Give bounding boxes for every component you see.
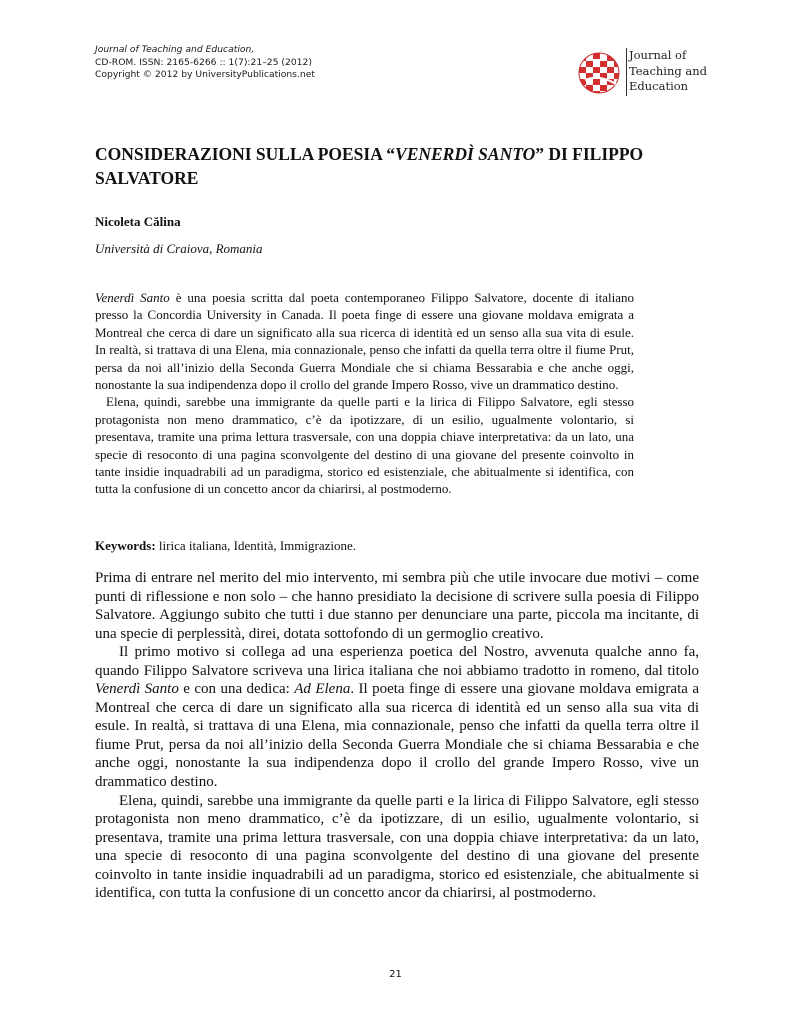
title-part-2: ” DI FILIPPO SALVATORE xyxy=(95,144,644,188)
logo-text xyxy=(629,48,707,95)
keywords-values: lirica italiana, Identità, Immigrazione. xyxy=(155,538,357,553)
body-paragraph-2 xyxy=(95,643,699,791)
body-text xyxy=(95,569,699,903)
abstract xyxy=(95,289,634,498)
title-part-1: CONSIDERAZIONI SULLA POESIA “ xyxy=(95,144,396,164)
keywords-label: Keywords: xyxy=(95,538,156,553)
page-number: 21 xyxy=(389,969,402,980)
abstract-paragraph-2: Elena, quindi, sarebbe una immigrante da quelle parti e la lirica di Filippo Salvatore, egli stesso protagonista non meno drammatico, c’è da ipotizzare, di un esilio, ugualmente volontario, si presentava, tramite una prima lettura trasversale, con una doppia chiave interpretativa: da un lato, una specie di resoconto di una pagina sconvolgente del destino di una giovane del presente coinvolto in tante insidie inquadrabili ad un paradigma, storico ed esistenziale, che abitualmente si identifica, con tutta la confusione di un concetto ancor da chiarirsi, al postmoderno. xyxy=(95,394,634,497)
body-p2-text-b: e con una dedica: xyxy=(178,681,295,698)
body-p2-text-c: . Il poeta finge di essere una giovane moldava emigrata a Montreal che cerca di dare un significato alla sua ricerca di identità ed un senso alla sua vita di esule. In realtà, si trattava di una Elena, mia connazionale, penso che infatti da quella terra oltre il fiume Prut, persa da noi all’inizio della Seconda Guerra Mondiale che si chiama Bessarabia e che anche oggi, nonostante la sua indipendenza dopo il crollo del grande Impero Rosso, vive un drammatico destino. xyxy=(95,681,699,791)
journal-logo xyxy=(576,46,716,98)
body-p2-dedication: Ad Elena xyxy=(294,681,351,698)
author-name: Nicoleta Călina xyxy=(95,214,181,229)
abstract-poem-title: Venerdì Santo xyxy=(95,290,170,305)
logo-divider xyxy=(626,48,627,96)
abstract-paragraph-1 xyxy=(95,289,634,393)
body-paragraph-1: Prima di entrare nel merito del mio intervento, mi sembra più che utile invocare due motivi – come punti di riflessione e non solo – che hanno presidiato la decisione di scrivere sulla poesia di Filippo Salvatore. Aggiungo subito che tutti i due stanno per denunciare una parte, piccola ma incitante, di una specie di perplessità, direi, dotata sottofondo di un germoglio creativo. xyxy=(95,570,699,642)
title-italic: VENERDÌ SANTO xyxy=(395,144,536,164)
journal-name: Journal of Teaching and Education, xyxy=(95,44,255,55)
journal-copyright: Copyright © 2012 by UniversityPublications.net xyxy=(95,69,315,80)
journal-issn: CD-ROM. ISSN: 2165-6266 :: 1(7):21–25 (2012) xyxy=(95,56,312,68)
logo-line-3: Education xyxy=(629,79,689,93)
body-p2-text-a: Il primo motivo si collega ad una esperienza poetica del Nostro, avvenuta qualche anno fa, quando Filippo Salvatore scriveva una lirica italiana che noi abbiamo tradotto in romeno, dal titolo xyxy=(95,644,699,679)
article-title xyxy=(95,142,695,190)
body-paragraph-3: Elena, quindi, sarebbe una immigrante da quelle parti e la lirica di Filippo Salvatore, egli stesso protagonista non meno drammatico, c’è da ipotizzare, di un esilio, ugualmente volontario, si presentava, tramite una prima lettura trasversale, con una doppia chiave interpretativa: da un lato, una specie di resoconto di una pagina sconvolgente del destino di una giovane del presente coinvolto in tante insidie inquadrabili ad un paradigma, storico ed esistenziale, che abitualmente si identifica, con tutta la confusione di un concetto ancor da chiarirsi, al postmoderno. xyxy=(95,792,699,902)
keywords xyxy=(95,538,356,554)
globe-logo-icon xyxy=(576,50,622,96)
logo-line-2: Teaching and xyxy=(629,63,708,78)
author-affiliation: Università di Craiova, Romania xyxy=(95,241,263,256)
journal-header xyxy=(95,44,315,82)
abstract-text-1: è una poesia scritta dal poeta contemporaneo Filippo Salvatore, docente di italiano presso la Concordia University in Canada. Il poeta finge di essere una giovane moldava emigrata a Montreal che cerca di dare un significato alla sua ricerca di identità ed un senso alla sua vita di esule. In realtà, si trattava di una Elena, mia connazionale, penso che infatti da quella terra oltre il fiume Prut, persa da noi all’inizio della Seconda Guerra Mondiale che si chiama Bessarabia e che anche oggi, nonostante la sua indipendenza dopo il crollo del grande Impero Rosso, vive un drammatico destino. xyxy=(95,290,634,393)
body-p2-poem-title: Venerdì Santo xyxy=(95,681,179,698)
logo-line-1: Journal of xyxy=(629,48,687,62)
